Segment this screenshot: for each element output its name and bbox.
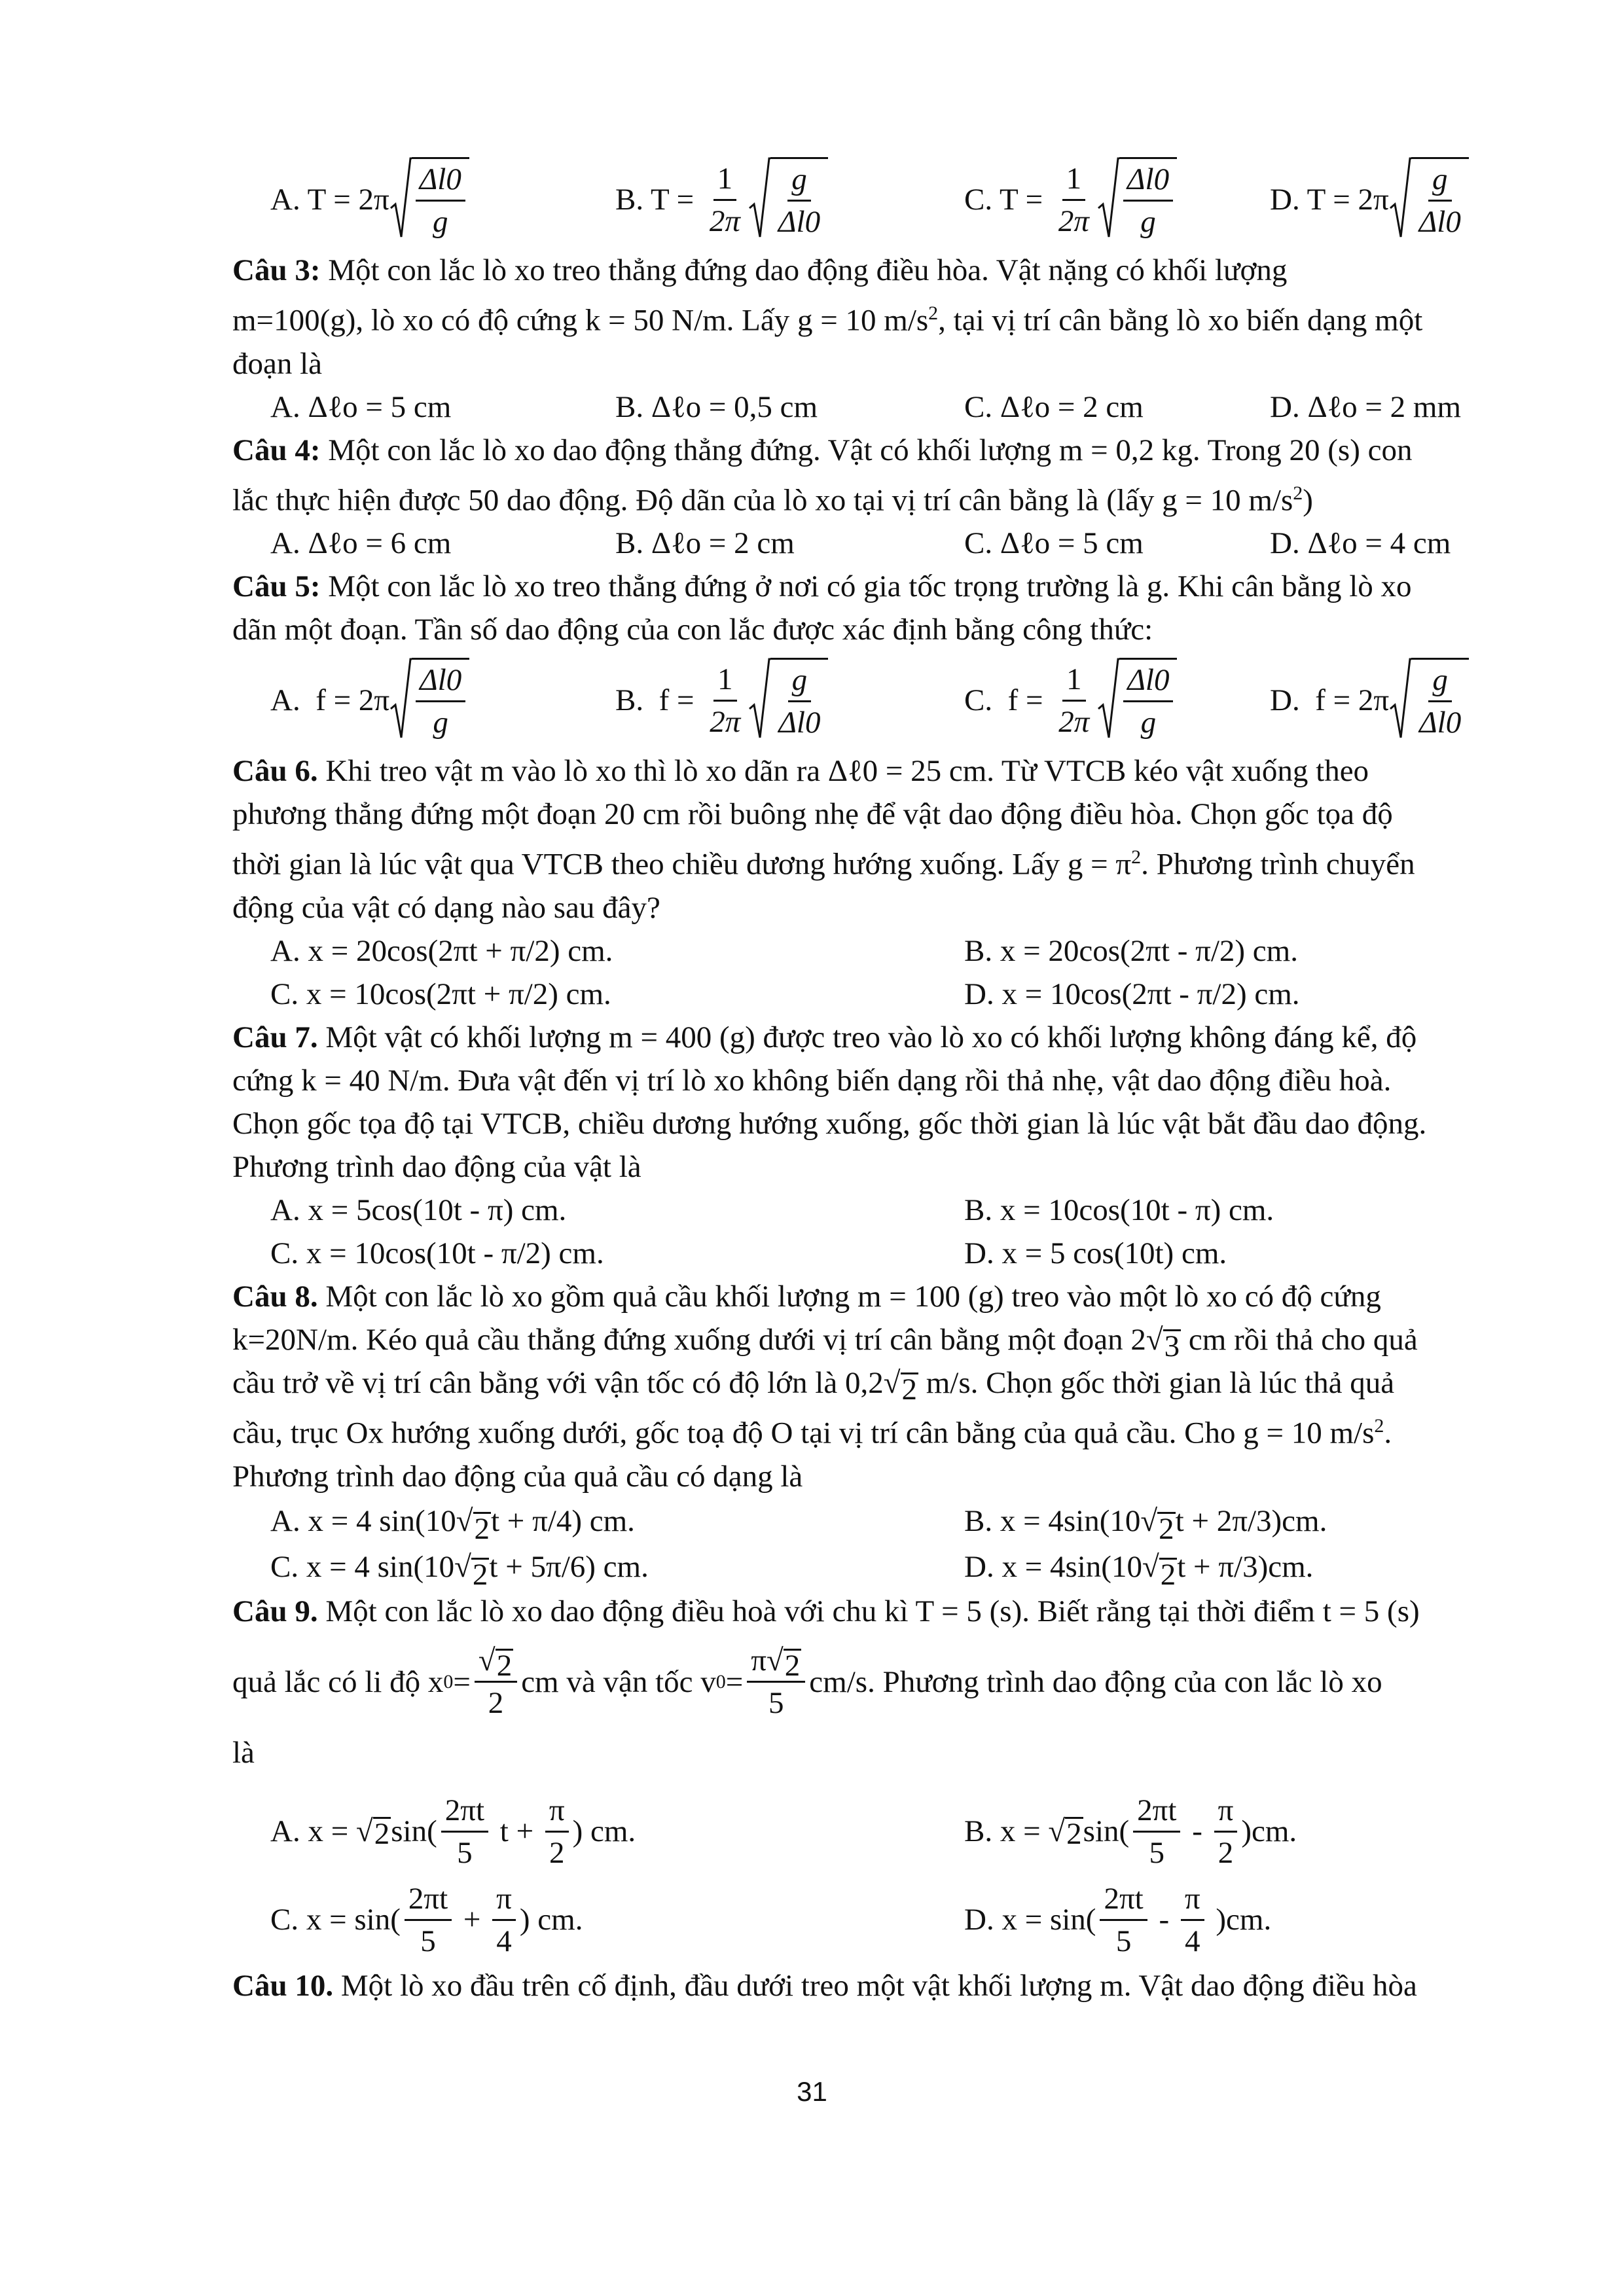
q5-option-b-label: B. f = <box>615 683 702 718</box>
q9-option-b-pi-frac <box>1214 1790 1238 1873</box>
q4-line-2: lắc thực hiện được 50 dao động. Độ dãn của lò xo tại vị trí cân bằng là (lấy g = 10 $m/s^2$) <box>232 482 1313 518</box>
q3-text-1: Một con lắc lò xo treo thẳng đứng dao động điều hòa. Vật nặng có khối lượng <box>328 253 1288 287</box>
sqrt: √ 2 <box>478 1643 513 1683</box>
q9-option-c-phase-frac-den: 5 <box>420 1924 436 1958</box>
q2-option-b <box>615 151 828 249</box>
q9-text-2b: = <box>453 1664 471 1699</box>
q2-option-c-frac <box>1123 159 1173 242</box>
q7-text-1: Một vật có khối lượng m = 400 (g) được treo vào lò xo có khối lượng không đáng kể, độ <box>325 1020 1417 1054</box>
q8-option-b-radicand: 2 <box>1159 1511 1174 1546</box>
q9-option-b-mid: - <box>1184 1814 1210 1849</box>
q3-option-d: D. Δℓo = 2 mm <box>1270 389 1462 424</box>
q6-title: Câu 6. <box>232 754 318 789</box>
q9-option-d-phase-frac-num: 2πt <box>1100 1878 1147 1921</box>
q9-option-b-fn: sin( <box>1083 1814 1130 1849</box>
radicand <box>770 658 828 743</box>
frac-one: 1 <box>1062 158 1086 201</box>
sqrt: √ 2 <box>454 1549 488 1592</box>
q2-option-d-sqrt <box>1389 157 1469 242</box>
q9-option-d-pi-frac-num: π <box>1181 1878 1204 1921</box>
q3-line-3: đoạn là <box>232 346 323 381</box>
q2-option-c-frac-den: g <box>1140 205 1156 239</box>
q5-option-a-label: A. f = 2π <box>270 683 390 718</box>
sqrt-2-radicand: 2 <box>901 1372 917 1407</box>
q9-option-a-amp: 2 <box>374 1817 390 1852</box>
q2-option-b-frac-den: Δl0 <box>778 205 821 239</box>
q8-option-d-post: t + π/3)cm. <box>1177 1549 1314 1584</box>
frac-2pi: 2π <box>1058 704 1090 739</box>
q5-option-d-frac-num: g <box>1428 660 1452 702</box>
page-number: 31 <box>797 2076 827 2107</box>
radical-sign <box>1389 157 1411 241</box>
q6-text-3b: . Phương trình chuyển <box>1141 847 1415 882</box>
one-over-2pi <box>706 659 744 742</box>
q8-option-c-post: t + 5π/6) cm. <box>489 1549 649 1584</box>
radicand <box>1119 157 1177 242</box>
q8-line-3 <box>232 1361 1499 1405</box>
radical-sign <box>748 157 770 241</box>
q9-line-3: là <box>232 1735 255 1770</box>
q4-text-2a: lắc thực hiện được 50 dao động. Độ dãn của lò xo tại vị trí cân bằng là (lấy g = 10 m/s <box>232 483 1293 518</box>
q9-option-c-fn: sin( <box>354 1903 401 1937</box>
q9-option-c <box>270 1876 583 1964</box>
q8-option-d-pre: D. x = 4sin(10 <box>964 1549 1142 1584</box>
q5-option-c-frac <box>1123 660 1173 743</box>
q8-options-row-1 <box>232 1498 1499 1544</box>
q2-option-c <box>964 151 1177 249</box>
q7-option-a: A. x = 5cos(10t - π) cm. <box>270 1193 567 1227</box>
frac-2pi: 2π <box>709 204 740 238</box>
q8-option-d-radicand: 2 <box>1160 1557 1176 1592</box>
q5-text-1: Một con lắc lò xo treo thẳng đứng ở nơi có gia tốc trọng trường là g. Khi cân bằng lò xo <box>328 569 1412 604</box>
q4-text-1: Một con lắc lò xo dao động thẳng đứng. Vật có khối lượng m = 0,2 kg. Trong 20 (s) con <box>328 433 1413 467</box>
radicand <box>770 157 828 242</box>
q4-title: Câu 4: <box>232 433 321 467</box>
q9-option-d-phase-frac <box>1100 1878 1147 1962</box>
q9-option-b-pre: B. x = <box>964 1814 1049 1849</box>
q6-options-row-2 <box>232 973 1499 1016</box>
q9-option-a-pi-frac <box>545 1790 569 1873</box>
q2-option-a-frac-num: Δl0 <box>416 159 465 202</box>
sqrt <box>1048 1814 1083 1852</box>
q2-option-a <box>270 151 469 249</box>
q8-option-a-post: t + π/4) cm. <box>491 1503 635 1538</box>
sqrt: √ 2 <box>456 1503 490 1546</box>
q8-text-3a: cầu trở về vị trí cân bằng với vận tốc có độ lớn là 0,2 <box>232 1365 884 1400</box>
frac-2pi: 2π <box>710 704 741 739</box>
q9-option-a-phase-frac-den: 5 <box>457 1835 473 1870</box>
radical-sign <box>748 658 770 742</box>
sqrt: √ 2 <box>767 1643 801 1683</box>
q9-option-d-fn: sin( <box>1049 1903 1096 1937</box>
q3-option-a: A. Δℓo = 5 cm <box>270 389 452 424</box>
q5-option-a <box>270 651 469 749</box>
q9-text-2a: quả lắc có li độ x <box>232 1664 444 1699</box>
q5-option-a-frac-num: Δl0 <box>416 660 465 702</box>
radical-sign: √ <box>355 1814 373 1849</box>
q5-option-b-sqrt <box>748 658 828 743</box>
q8-title: Câu 8. <box>232 1279 318 1314</box>
q3-text-2b: , tại vị trí cân bằng lò xo biến dạng một <box>938 303 1423 338</box>
q9-option-b-pi-frac-num: π <box>1214 1790 1238 1833</box>
radicand <box>412 157 469 242</box>
v0-radicand: 2 <box>784 1649 801 1683</box>
q8-text-3b: m/s. Chọn gốc thời gian là lúc thả quả <box>918 1365 1395 1400</box>
q7-line-2: cứng k = 40 N/m. Đưa vật đến vị trí lò xo không biến dạng rồi thả nhẹ, vật dao động điều hoà. <box>232 1063 1392 1098</box>
q9-option-d <box>964 1876 1271 1964</box>
q9-option-a-phase-frac <box>441 1790 488 1873</box>
q9-option-c-post: ) cm. <box>519 1903 583 1937</box>
q5-option-b-frac-den: Δl0 <box>778 706 821 740</box>
q9-text-2e: cm/s. Phương trình dao động của con lắc lò xo <box>809 1664 1382 1699</box>
q3-line-1 <box>232 249 1499 292</box>
q8-option-a <box>270 1498 635 1544</box>
q2-option-c-sqrt <box>1097 157 1177 242</box>
q3-option-b: B. Δℓo = 0,5 cm <box>615 389 818 424</box>
q8-option-d <box>964 1544 1313 1590</box>
q2-option-a-label: A. T = 2π <box>270 183 389 217</box>
q4-option-d: D. Δℓo = 4 cm <box>1270 526 1451 561</box>
q6-text-3a: thời gian là lúc vật qua VTCB theo chiều dương hướng xuống. Lấy g = π <box>232 847 1132 882</box>
q5-option-d-frac-den: Δl0 <box>1419 706 1462 740</box>
q9-options-row-2 <box>232 1876 1499 1964</box>
sqrt: √ 2 <box>1142 1549 1176 1592</box>
q6-line-4: động của vật có dạng nào sau đây? <box>232 890 660 925</box>
q9-option-a-pi-frac-num: π <box>545 1790 569 1833</box>
q8-text-4b: . <box>1384 1416 1392 1450</box>
radicand <box>1411 157 1469 242</box>
q7-title: Câu 7. <box>232 1020 318 1054</box>
q7-options-row-2 <box>232 1232 1499 1275</box>
radicand <box>1119 658 1177 743</box>
q9-option-a <box>270 1787 636 1876</box>
q8-option-b-pre: B. x = 4sin(10 <box>964 1503 1141 1538</box>
q2-options <box>232 151 1499 249</box>
q9-option-b-post: )cm. <box>1241 1814 1297 1849</box>
q5-option-c-frac-den: g <box>1140 706 1157 740</box>
v0-pi: π <box>751 1643 767 1678</box>
q9-option-d-pi-frac-den: 4 <box>1185 1924 1200 1958</box>
q5-option-c <box>964 651 1177 749</box>
q2-option-a-sqrt <box>389 157 469 242</box>
q5-option-c-frac-num: Δl0 <box>1123 660 1173 702</box>
q10-line-1 <box>232 1964 1499 2007</box>
q2-option-a-frac <box>416 159 465 242</box>
sqrt <box>355 1814 391 1852</box>
q9-line-1 <box>232 1590 1499 1633</box>
q10-text-1: Một lò xo đầu trên cố định, đầu dưới treo một vật khối lượng m. Vật dao động điều hòa <box>340 1968 1417 2003</box>
q8-option-a-radicand: 2 <box>474 1511 490 1546</box>
q9-option-d-post: )cm. <box>1208 1903 1272 1937</box>
q6-line-1 <box>232 749 1499 793</box>
q6-options-row-1 <box>232 929 1499 973</box>
q2-option-d-frac-den: Δl0 <box>1418 205 1461 239</box>
v0-denominator: 5 <box>768 1686 784 1721</box>
page-content <box>232 151 1499 2007</box>
q4-option-a: A. Δℓo = 6 cm <box>270 526 452 561</box>
q8-line-4: cầu, trục Ox hướng xuống dưới, gốc toạ độ O tại vị trí cân bằng của quả cầu. Cho g = 10 $m/s^2$. <box>232 1414 1392 1450</box>
q3-option-c: C. Δℓo = 2 cm <box>964 389 1144 424</box>
one-over-2pi <box>1055 158 1093 242</box>
q9-option-b-phase-frac <box>1133 1790 1180 1873</box>
q8-text-2b: cm rồi thả cho quả <box>1181 1322 1418 1357</box>
q8-options-row-2 <box>232 1544 1499 1590</box>
frac-one: 1 <box>1062 659 1086 702</box>
q6-line-3: thời gian là lúc vật qua VTCB theo chiều dương hướng xuống. Lấy $g = \pi^2$. Phương trình chuyển <box>232 846 1415 882</box>
q4-option-c: C. Δℓo = 5 cm <box>964 526 1144 561</box>
x0-fraction <box>475 1640 517 1723</box>
q6-option-a: A. x = 20cos(2πt + π/2) cm. <box>270 933 613 968</box>
q2-option-d <box>1270 151 1469 249</box>
radical-sign <box>389 658 412 742</box>
q5-line-2: dãn một đoạn. Tần số dao động của con lắc được xác định bằng công thức: <box>232 613 1153 647</box>
q9-option-a-post: ) cm. <box>572 1814 636 1849</box>
q9-option-a-mid: t + <box>492 1814 541 1849</box>
q5-option-a-frac <box>416 660 465 743</box>
q9-option-d-phase-frac-den: 5 <box>1115 1924 1132 1958</box>
q2-option-d-frac <box>1415 159 1465 242</box>
q7-option-b: B. x = 10cos(10t - π) cm. <box>964 1193 1274 1227</box>
q9-option-d-pi-frac <box>1181 1878 1204 1962</box>
q3-title: Câu 3: <box>232 253 321 287</box>
frac-one: 1 <box>713 158 737 201</box>
q9-option-c-pi-frac-den: 4 <box>496 1924 512 1958</box>
q9-option-a-phase-frac-num: 2πt <box>441 1790 488 1833</box>
q4-line-1 <box>232 429 1499 472</box>
q2-option-b-sqrt <box>748 157 828 242</box>
q3-text-2a: m=100(g), lò xo có độ cứng k = 50 N/m. Lấy g = 10 m/s <box>232 303 929 338</box>
q10-title: Câu 10. <box>232 1968 334 2003</box>
q5-option-c-label: C. f = <box>964 683 1051 718</box>
q8-text-4a: cầu, trục Ox hướng xuống dưới, gốc toạ độ O tại vị trí cân bằng của quả cầu. Cho g = 10 m/s <box>232 1416 1375 1450</box>
q9-option-b-phase-frac-num: 2πt <box>1133 1790 1180 1833</box>
radical-sign <box>1389 658 1411 742</box>
q8-option-c-pre: C. x = 4 sin(10 <box>270 1549 455 1584</box>
q5-option-d-sqrt <box>1389 658 1469 743</box>
frac-one: 1 <box>713 659 737 702</box>
q9-option-c-phase-frac <box>405 1878 452 1962</box>
q7-option-d: D. x = 5 cos(10t) cm. <box>964 1236 1227 1270</box>
q8-option-b <box>964 1498 1327 1544</box>
q2-option-b-label: B. T = <box>615 183 702 217</box>
q9-line-2: quả lắc có li độ x 0 = √ 2 2 cm và vận tốc v 0 = π √ 2 5 cm/s. Phương trình dao động của con lắc lò xo <box>232 1633 1499 1731</box>
x0-denominator: 2 <box>488 1686 504 1721</box>
q2-option-b-frac <box>774 159 824 242</box>
q2-option-c-label: C. T = <box>964 183 1051 217</box>
q8-line-2 <box>232 1318 1499 1361</box>
q7-line-3: Chọn gốc tọa độ tại VTCB, chiều dương hướng xuống, gốc thời gian là lúc vật bắt đầu dao động. <box>232 1106 1427 1141</box>
one-over-2pi <box>706 158 744 242</box>
q5-option-a-frac-den: g <box>433 706 448 740</box>
q9-option-b <box>964 1787 1297 1876</box>
q5-option-b-frac <box>774 660 824 743</box>
q7-option-c: C. x = 10cos(10t - π/2) cm. <box>270 1236 604 1270</box>
frac-2pi: 2π <box>1058 204 1089 238</box>
q2-option-d-label: D. T = 2π <box>1270 183 1389 217</box>
q2-option-d-frac-num: g <box>1428 159 1452 202</box>
sqrt-2: √ 2 <box>883 1365 917 1407</box>
q9-option-b-amp: 2 <box>1066 1817 1082 1852</box>
sqrt: √ 2 <box>1140 1503 1174 1546</box>
q9-text-1: Một con lắc lò xo dao động điều hoà với chu kì T = 5 (s). Biết rằng tại thời điểm t = 5 (s) <box>325 1594 1420 1628</box>
q9-title: Câu 9. <box>232 1594 318 1628</box>
q9-option-b-pi-frac-den: 2 <box>1218 1835 1234 1870</box>
x0-radicand: 2 <box>496 1649 513 1683</box>
radicand <box>1411 658 1469 743</box>
sqrt-3-radicand: 3 <box>1164 1329 1180 1363</box>
q4-options <box>232 522 1499 565</box>
q7-options-row-1 <box>232 1189 1499 1232</box>
q9-text-2d: = <box>725 1664 744 1699</box>
q9-option-d-mid: - <box>1151 1903 1177 1937</box>
q9-option-a-fn: sin( <box>391 1814 437 1849</box>
v0-fraction <box>747 1640 805 1723</box>
q8-option-c-radicand: 2 <box>472 1557 488 1592</box>
q5-option-d-frac <box>1415 660 1465 743</box>
q5-option-c-sqrt <box>1097 658 1177 743</box>
q3-options <box>232 386 1499 429</box>
q4-text-2b: ) <box>1303 483 1313 518</box>
q5-option-d-label: D. f = 2π <box>1270 683 1390 718</box>
q8-option-c <box>270 1544 649 1590</box>
q9-option-a-pre: A. x = <box>270 1814 356 1849</box>
q9-option-a-pi-frac-den: 2 <box>549 1835 565 1870</box>
q9-option-d-pre: D. x = <box>964 1903 1050 1937</box>
q6-option-d: D. x = 10cos(2πt - π/2) cm. <box>964 977 1300 1011</box>
q6-option-b: B. x = 20cos(2πt - π/2) cm. <box>964 933 1298 968</box>
q9-option-c-pre: C. x = <box>270 1903 355 1937</box>
q7-line-4: Phương trình dao động của vật là <box>232 1149 641 1184</box>
q5-line-1 <box>232 565 1499 608</box>
radical-sign: √ <box>1048 1814 1066 1849</box>
q2-option-b-frac-num: g <box>787 159 811 202</box>
q9-option-b-phase-frac-den: 5 <box>1149 1835 1165 1870</box>
q8-line-5: Phương trình dao động của quả cầu có dạng là <box>232 1459 803 1494</box>
q9-option-c-pi-frac-num: π <box>492 1878 516 1921</box>
q5-options <box>232 651 1499 749</box>
radical-sign <box>1097 658 1119 742</box>
q2-option-c-frac-num: Δl0 <box>1123 159 1173 202</box>
q7-line-1 <box>232 1016 1499 1059</box>
q9-option-c-phase-frac-num: 2πt <box>405 1878 452 1921</box>
q6-line-2: phương thẳng đứng một đoạn 20 cm rồi buông nhẹ để vật dao động điều hòa. Chọn gốc tọa độ <box>232 797 1393 832</box>
one-over-2pi <box>1055 659 1093 742</box>
q5-option-d <box>1270 651 1469 749</box>
q4-option-b: B. Δℓo = 2 cm <box>615 526 795 561</box>
q9-option-c-mid: + <box>456 1903 489 1937</box>
q5-title: Câu 5: <box>232 569 321 604</box>
q8-text-2a: k=20N/m. Kéo quả cầu thẳng đứng xuống dưới vị trí cân bằng một đoạn 2 <box>232 1322 1146 1357</box>
q8-option-b-post: t + 2π/3)cm. <box>1175 1503 1327 1538</box>
q9-option-c-pi-frac <box>492 1878 516 1962</box>
radical-sign <box>389 157 412 241</box>
radicand <box>412 658 469 743</box>
q5-option-a-sqrt <box>389 658 469 743</box>
q5-option-b <box>615 651 828 749</box>
q3-line-2: m=100(g), lò xo có độ cứng k = 50 N/m. Lấy g = 10 $m/s^2$, tại vị trí cân bằng lò xo biến dạng một <box>232 302 1423 338</box>
q6-text-1: Khi treo vật m vào lò xo thì lò xo dãn ra Δℓ0 = 25 cm. Từ VTCB kéo vật xuống theo <box>325 754 1369 789</box>
q9-text-2c: cm và vận tốc v <box>521 1664 716 1699</box>
q2-option-a-frac-den: g <box>433 205 448 239</box>
q8-option-a-pre: A. x = 4 sin(10 <box>270 1503 456 1538</box>
sqrt-3: √ 3 <box>1146 1322 1180 1363</box>
q6-option-c: C. x = 10cos(2πt + π/2) cm. <box>270 977 611 1011</box>
q5-option-b-frac-num: g <box>788 660 812 702</box>
q9-options-row-1 <box>232 1787 1499 1876</box>
radical-sign <box>1097 157 1119 241</box>
q8-text-1: Một con lắc lò xo gồm quả cầu khối lượng m = 100 (g) treo vào một lò xo có độ cứng <box>325 1279 1381 1314</box>
q8-line-1 <box>232 1275 1499 1318</box>
